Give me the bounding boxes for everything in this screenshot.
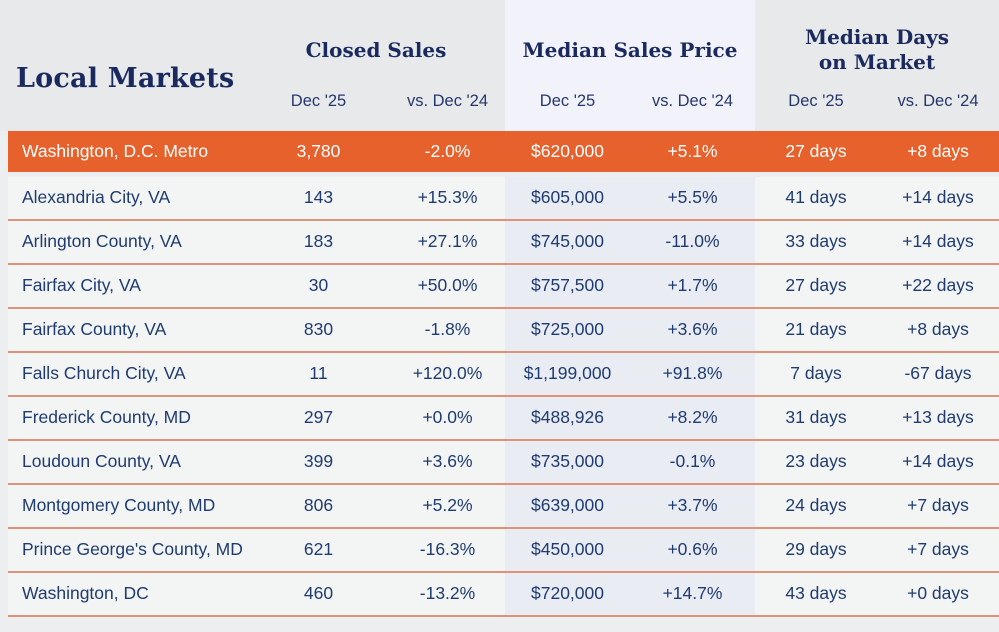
cell-days-on-market: 7 days (790, 363, 842, 383)
cell-closed-sales: 830 (303, 319, 334, 339)
cell-closed-sales-change: +27.1% (417, 231, 478, 251)
table-row (8, 529, 999, 573)
cell-median-price: $745,000 (505, 221, 630, 263)
cell-days-on-market: 27 days (785, 275, 847, 295)
cell-market-name: Arlington County, VA (22, 231, 182, 251)
cell-closed-sales: 143 (303, 187, 334, 207)
cell-days-on-market: 24 days (785, 495, 847, 515)
cell-days-change: +14 days (902, 187, 974, 207)
table-row (8, 309, 999, 353)
cell-market-name: Alexandria City, VA (22, 187, 171, 207)
cell-days-on-market: 41 days (785, 187, 847, 207)
cell-median-price-change: +91.8% (630, 353, 755, 395)
cell-median-price: $757,500 (505, 265, 630, 307)
cell-days-on-market: 31 days (785, 407, 847, 427)
cell-closed-sales: 3,780 (296, 141, 341, 161)
cell-median-price: $1,199,000 (505, 353, 630, 395)
table-row (8, 131, 999, 172)
cell-days-change: +7 days (907, 495, 969, 515)
table-row (8, 177, 999, 221)
cell-days-on-market: 29 days (785, 539, 847, 559)
col-group-median-sales-price (505, 0, 755, 78)
cell-closed-sales-change: -13.2% (419, 583, 476, 603)
cell-median-price-change: +3.7% (630, 485, 755, 527)
cell-closed-sales: 460 (303, 583, 334, 603)
cell-days-on-market: 23 days (785, 451, 847, 471)
cell-median-price: $725,000 (505, 309, 630, 351)
cell-median-price: $488,926 (505, 397, 630, 439)
cell-closed-sales-change: +120.0% (412, 363, 483, 383)
table-row (8, 441, 999, 485)
cell-median-price: $605,000 (505, 177, 630, 219)
cell-median-price-change: +0.6% (630, 529, 755, 571)
cell-market-name: Frederick County, MD (22, 407, 191, 427)
cell-market-name: Fairfax City, VA (22, 275, 141, 295)
cell-market-name: Prince George's County, MD (22, 539, 243, 559)
col-group-label: Median Days on Market (804, 25, 950, 74)
cell-closed-sales: 30 (308, 275, 329, 295)
cell-closed-sales-change: +5.2% (422, 495, 473, 515)
cell-closed-sales-change: -1.8% (424, 319, 471, 339)
cell-closed-sales: 621 (303, 539, 334, 559)
cell-market-name: Montgomery County, MD (22, 495, 216, 515)
cell-median-price-change: +5.5% (630, 177, 755, 219)
subheader-closed-sales-dec25: Dec '25 (290, 92, 347, 110)
col-group-median-days-on-market (755, 0, 999, 78)
col-group-label: Closed Sales (305, 37, 447, 62)
cell-market-name: Fairfax County, VA (22, 319, 167, 339)
cell-market-name: Falls Church City, VA (22, 363, 186, 383)
cell-closed-sales: 11 (309, 363, 328, 383)
cell-closed-sales: 399 (303, 451, 334, 471)
cell-days-change: +22 days (902, 275, 974, 295)
table-row (8, 353, 999, 397)
cell-median-price: $620,000 (531, 141, 604, 161)
table-row (8, 397, 999, 441)
cell-days-on-market: 21 days (785, 319, 847, 339)
cell-closed-sales: 183 (303, 231, 334, 251)
cell-closed-sales-change: +0.0% (422, 407, 473, 427)
table-row (8, 265, 999, 309)
cell-days-change: -67 days (904, 363, 972, 383)
table-header (0, 0, 999, 131)
cell-closed-sales-change: -2.0% (424, 141, 471, 161)
subheader-median-price-dec25: Dec '25 (539, 92, 596, 110)
table-row (8, 485, 999, 529)
cell-days-change: +7 days (907, 539, 969, 559)
cell-days-on-market: 43 days (785, 583, 847, 603)
cell-median-price-change: +5.1% (667, 141, 718, 161)
cell-median-price-change: +8.2% (630, 397, 755, 439)
cell-median-price-change: -11.0% (630, 221, 755, 263)
cell-median-price-change: +1.7% (630, 265, 755, 307)
cell-median-price: $639,000 (505, 485, 630, 527)
cell-market-name: Loudoun County, VA (22, 451, 181, 471)
subheader-days-dec25: Dec '25 (788, 92, 844, 110)
col-group-label: Median Sales Price (522, 37, 738, 62)
table-row (8, 573, 999, 617)
table-row (8, 221, 999, 265)
page-title: Local Markets (16, 63, 235, 94)
cell-closed-sales-change: +50.0% (417, 275, 478, 295)
cell-median-price: $720,000 (505, 573, 630, 615)
cell-median-price-change: -0.1% (630, 441, 755, 483)
subheader-median-price-vs-dec24: vs. Dec '24 (651, 92, 734, 110)
cell-days-on-market: 27 days (785, 141, 847, 161)
cell-closed-sales-change: -16.3% (419, 539, 476, 559)
cell-closed-sales-change: +15.3% (417, 187, 478, 207)
cell-median-price-change: +14.7% (630, 573, 755, 615)
subheader-days-vs-dec24: vs. Dec '24 (897, 92, 979, 110)
cell-closed-sales: 806 (303, 495, 334, 515)
cell-market-name: Washington, D.C. Metro (22, 141, 209, 161)
cell-closed-sales-change: +3.6% (422, 451, 473, 471)
cell-median-price: $735,000 (505, 441, 630, 483)
subheader-closed-sales-vs-dec24: vs. Dec '24 (406, 92, 489, 110)
table-body (8, 131, 999, 617)
cell-median-price-change: +3.6% (630, 309, 755, 351)
col-group-closed-sales (247, 0, 505, 78)
cell-days-change: +14 days (902, 451, 974, 471)
cell-days-change: +8 days (907, 319, 969, 339)
cell-closed-sales: 297 (303, 407, 334, 427)
cell-days-change: +0 days (907, 583, 969, 603)
cell-days-on-market: 33 days (785, 231, 847, 251)
cell-days-change: +14 days (902, 231, 974, 251)
cell-median-price: $450,000 (505, 529, 630, 571)
cell-days-change: +8 days (907, 141, 969, 161)
cell-days-change: +13 days (902, 407, 974, 427)
cell-market-name: Washington, DC (22, 583, 149, 603)
